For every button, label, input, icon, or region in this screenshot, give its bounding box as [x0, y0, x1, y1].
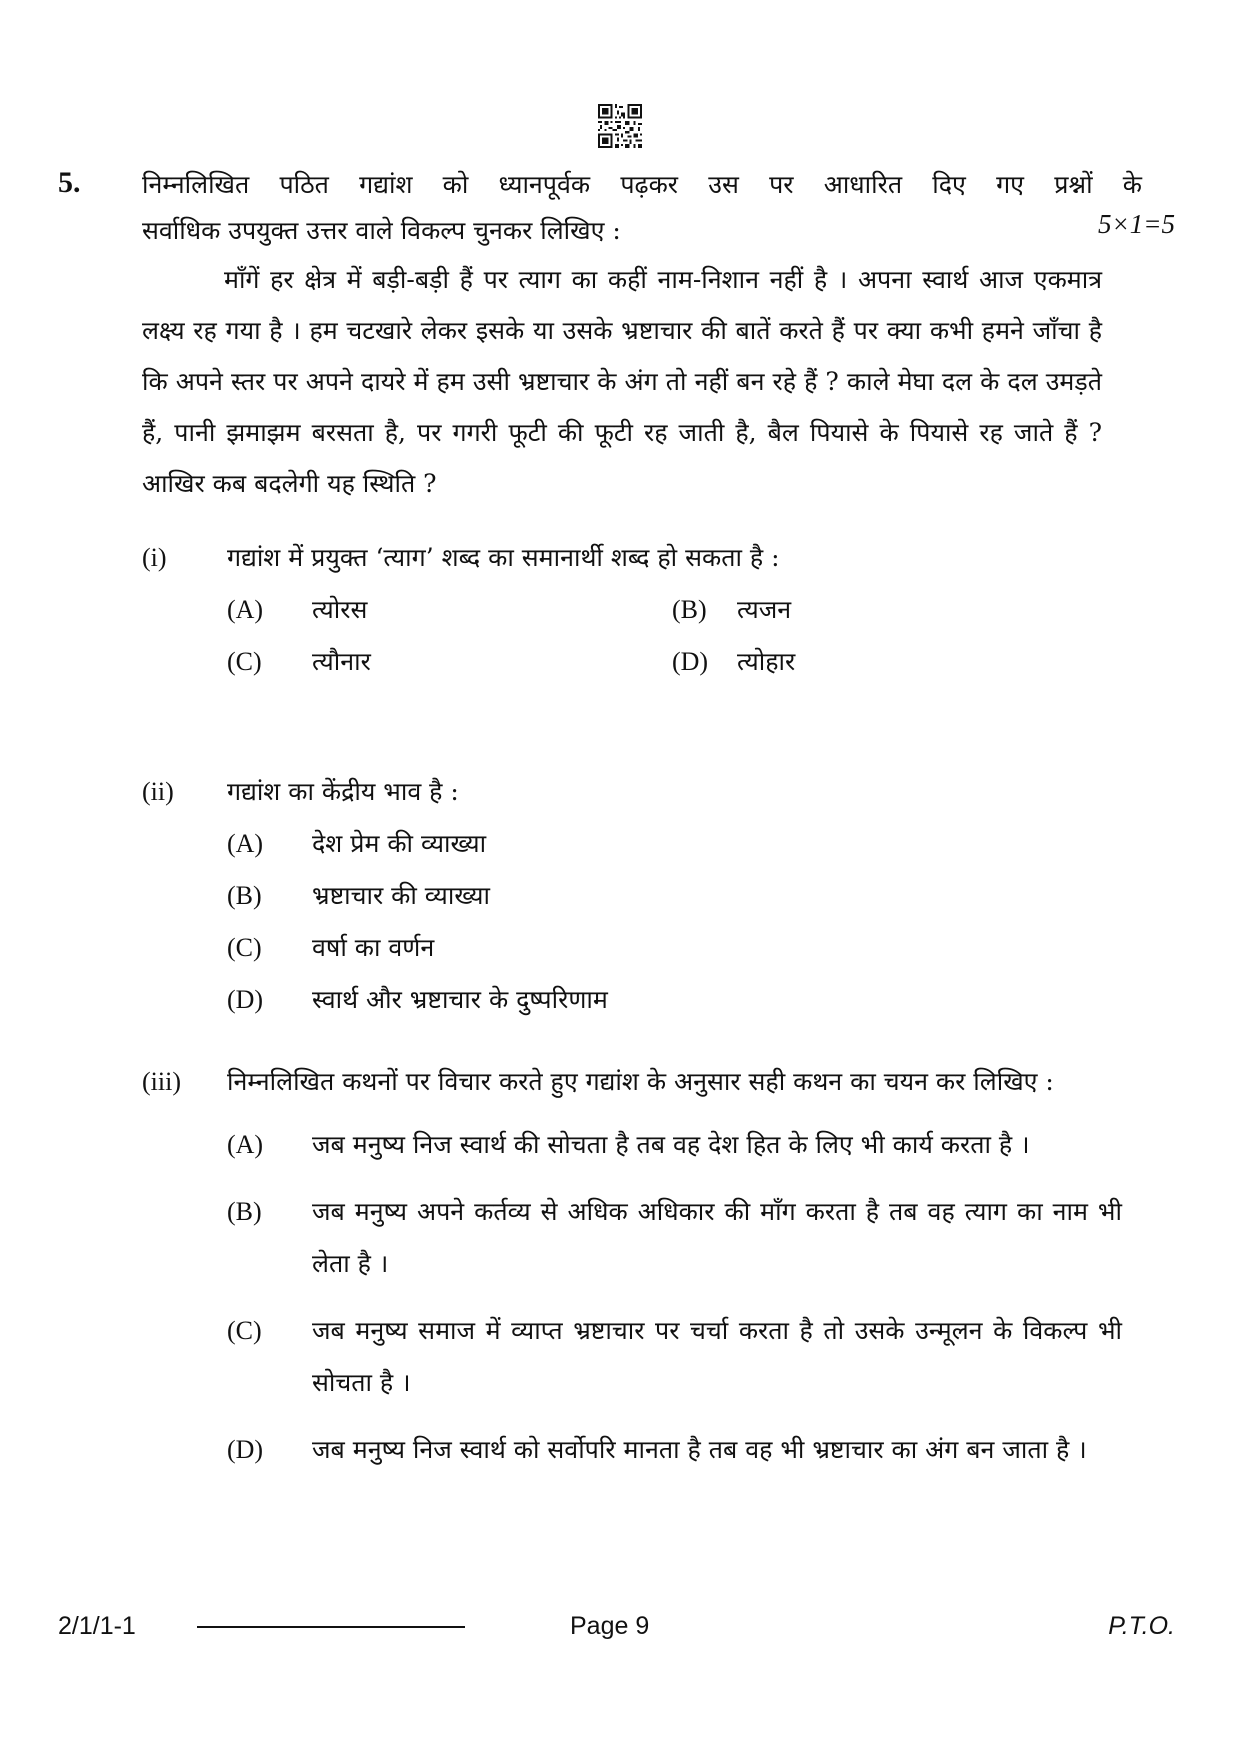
- sub-question-number: (ii): [142, 777, 174, 806]
- option-label: (A): [227, 1130, 264, 1159]
- option-text: त्योहार: [737, 647, 796, 676]
- option-text: स्वार्थ और भ्रष्टाचार के दुष्परिणाम: [312, 985, 608, 1014]
- option-c: [227, 925, 1122, 971]
- option-d: [672, 639, 1072, 685]
- sub-question-3: [142, 1059, 1122, 1491]
- paper-code: 2/1/1-1: [58, 1612, 136, 1640]
- option-d: [227, 977, 1122, 1023]
- sub-question-2: [142, 769, 1122, 1029]
- option-a: [227, 1119, 1122, 1171]
- option-text: जब मनुष्य निज स्वार्थ को सर्वोपरि मानता है तब वह भी भ्रष्टाचार का अंग बन जाता है ।: [312, 1435, 1087, 1464]
- option-c: [227, 639, 672, 685]
- page-number: Page 9: [570, 1612, 650, 1640]
- qr-code-icon: [598, 104, 642, 148]
- option-text: वर्षा का वर्णन: [312, 933, 435, 962]
- passage-text: माँगें हर क्षेत्र में बड़ी-बड़ी हैं पर त्याग का कहीं नाम-निशान नहीं है । अपना स्वार्थ आज एकमात्र लक्ष्य रह गया है । हम चटखारे लेकर इसके या उसके भ्रष्टाचार की बातें करते हैं पर क्या कभी हमने जाँचा है कि अपने स्तर पर अपने दायरे में हम उसी भ्रष्टाचार के अंग तो नहीं बन रहे हैं ? काले मेघा दल के दल उमड़ते हैं, पानी झमाझम बरसता है, पर गगरी फूटी की फूटी रह जाती है, बैल पियासे के पियासे रह जाते हैं ? आखिर कब बदलेगी यह स्थिति ?: [142, 265, 1102, 498]
- sub-question-1: [142, 535, 1122, 685]
- option-a: [227, 821, 1122, 867]
- option-label: (D): [672, 647, 709, 676]
- marks-label: 5×1=5: [1098, 209, 1175, 239]
- instruction-line-1: निम्नलिखित पठित गद्यांश को ध्यानपूर्वक पढ़कर उस पर आधारित दिए गए प्रश्नों के: [142, 170, 1142, 199]
- instruction-line-2: सर्वाधिक उपयुक्त उत्तर वाले विकल्प चुनकर लिखिए :: [142, 216, 621, 245]
- question-number: 5.: [58, 166, 81, 199]
- options-grid: [227, 587, 1122, 685]
- options-list: [227, 821, 1122, 1023]
- option-label: (A): [227, 595, 264, 624]
- option-text: त्योरस: [312, 595, 368, 624]
- option-label: (C): [227, 1316, 262, 1345]
- option-text: देश प्रेम की व्याख्या: [312, 829, 487, 858]
- option-label: (C): [227, 647, 262, 676]
- sub-question-number: (iii): [142, 1067, 181, 1096]
- sub-question-number: (i): [142, 543, 167, 572]
- option-c: [227, 1305, 1122, 1409]
- option-label: (C): [227, 933, 262, 962]
- option-b: [227, 873, 1122, 919]
- question-instruction: [142, 162, 1142, 254]
- pto-label: P.T.O.: [1108, 1612, 1175, 1640]
- option-text: जब मनुष्य समाज में व्याप्त भ्रष्टाचार पर चर्चा करता है तो उसके उन्मूलन के विकल्प भी सोचता है ।: [312, 1316, 1122, 1397]
- option-text: भ्रष्टाचार की व्याख्या: [312, 881, 490, 910]
- option-b: [672, 587, 1072, 633]
- option-label: (B): [227, 1197, 262, 1226]
- footer-divider: [197, 1626, 465, 1628]
- option-a: [227, 587, 672, 633]
- sub-question-text: गद्यांश में प्रयुक्त ‘त्याग’ शब्द का समानार्थी शब्द हो सकता है :: [227, 543, 780, 572]
- option-label: (B): [672, 595, 707, 624]
- sub-question-text: निम्नलिखित कथनों पर विचार करते हुए गद्यांश के अनुसार सही कथन का चयन कर लिखिए :: [227, 1067, 1054, 1096]
- option-label: (D): [227, 1435, 264, 1464]
- sub-question-text: गद्यांश का केंद्रीय भाव है :: [227, 777, 459, 806]
- option-label: (D): [227, 985, 264, 1014]
- option-text: त्यौनार: [312, 647, 371, 676]
- option-text: जब मनुष्य निज स्वार्थ की सोचता है तब वह देश हित के लिए भी कार्य करता है ।: [312, 1130, 1030, 1159]
- option-text: जब मनुष्य अपने कर्तव्य से अधिक अधिकार की माँग करता है तब वह त्याग का नाम भी लेता है ।: [312, 1197, 1122, 1278]
- options-list: [227, 1119, 1122, 1476]
- option-b: [227, 1186, 1122, 1290]
- option-d: [227, 1424, 1122, 1476]
- option-text: त्यजन: [737, 595, 792, 624]
- option-label: (B): [227, 881, 262, 910]
- option-label: (A): [227, 829, 264, 858]
